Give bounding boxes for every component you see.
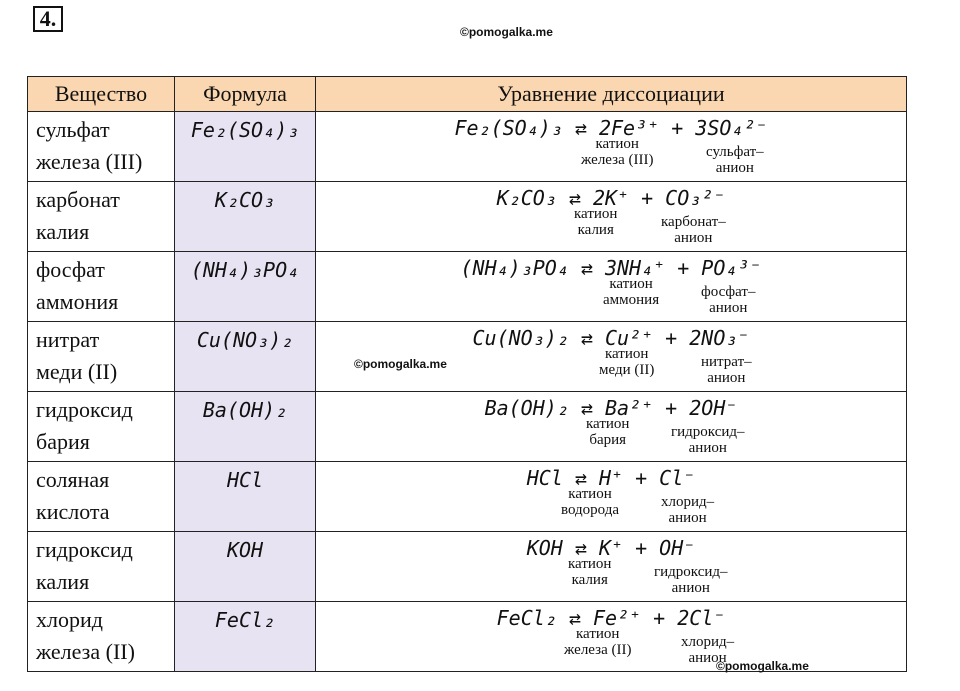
cation-label-line1: катион [574,206,618,222]
anion-label-line1: сульфат– [706,144,764,160]
cation-label-line1: катион [604,346,649,362]
cation-label-line1: катион [576,626,620,642]
anion-label-line2: анион [707,370,746,386]
anion-label-line1: гидроксид– [654,564,728,580]
equation-cell [316,252,907,322]
anion-label [654,564,728,596]
watermark-bottom: ©pomogalka.me [716,659,809,673]
anion-label [671,424,745,456]
substance-line2: бария [36,429,90,454]
substance-cell [28,462,175,532]
equation: (NH₄)₃PO₄ ⇄ 3NH₄⁺ + PO₄³⁻ [460,256,762,280]
cation-label-line1: катион [595,136,639,152]
table-row [28,182,907,252]
anion-label-line1: хлорид– [681,634,735,650]
anion-label [701,284,755,316]
cation-label [581,136,653,168]
substance-cell [28,322,175,392]
formula-cell: Ba(OH)₂ [175,392,316,462]
substance-line2: меди (II) [36,359,118,384]
substance-cell [28,392,175,462]
substance-cell [28,602,175,672]
equation-cell [316,602,907,672]
equation: Cu(NO₃)₂ ⇄ Cu²⁺ + 2NO₃⁻ [472,326,750,350]
cation-label-line2: железа (II) [564,642,632,658]
cation-label [561,486,619,518]
substance-cell [28,532,175,602]
cation-label-line2: калия [571,572,608,588]
task-number: 4. [33,6,63,32]
anion-label [661,494,714,526]
cation-label-line1: катион [586,416,630,432]
substance-line1: сульфат [36,117,110,142]
cation-label-line1: катион [609,276,653,292]
anion-label-line2: анион [668,510,707,526]
cation-label-line1: катион [568,556,612,572]
table-row [28,392,907,462]
header-formula: Формула [175,77,316,112]
cation-label [603,276,659,308]
substance-line2: железа (III) [36,149,143,174]
table-row [28,462,907,532]
substance-cell [28,252,175,322]
formula-cell: KOH [175,532,316,602]
table-row [28,252,907,322]
anion-label [661,214,726,246]
equation-cell [316,532,907,602]
equation: K₂CO₃ ⇄ 2K⁺ + CO₃²⁻ [496,186,726,210]
substance-line2: калия [36,219,90,244]
cation-label [564,626,631,658]
cation-label-line2: водорода [561,502,620,518]
substance-cell [28,112,175,182]
substance-line1: хлорид [36,607,103,632]
formula-cell: (NH₄)₃PO₄ [175,252,316,322]
dissociation-table [27,76,907,672]
anion-label-line2: анион [688,650,727,666]
anion-label-line1: гидроксид– [671,424,745,440]
anion-label-line1: карбонат– [661,214,726,230]
substance-line2: калия [36,569,90,594]
equation: KOH ⇄ K⁺ + OH⁻ [526,536,696,560]
cation-label [586,416,629,448]
cation-label-line2: бария [589,432,627,448]
substance-line1: нитрат [36,327,100,352]
anion-label-line2: анион [688,440,727,456]
anion-label-line2: анион [709,300,748,316]
header-substance: Вещество [28,77,175,112]
formula-cell: K₂CO₃ [175,182,316,252]
anion-label-line2: анион [671,580,710,596]
anion-label [701,354,752,386]
anion-label-line1: нитрат– [701,354,752,370]
anion-label [706,144,764,176]
formula-cell: Fe₂(SO₄)₃ [175,112,316,182]
substance-line1: соляная [36,467,110,492]
cation-label [599,346,654,378]
table-row [28,322,907,392]
formula-cell: HCl [175,462,316,532]
substance-line2: кислота [36,499,110,524]
substance-line1: гидроксид [36,537,133,562]
header-row [28,77,907,112]
substance-line2: аммония [36,289,119,314]
equation: FeCl₂ ⇄ Fe²⁺ + 2Cl⁻ [496,606,726,630]
substance-line1: гидроксид [36,397,133,422]
table-row [28,532,907,602]
equation-cell [316,462,907,532]
formula-cell: FeCl₂ [175,602,316,672]
equation: Ba(OH)₂ ⇄ Ba²⁺ + 2OH⁻ [484,396,738,420]
anion-label-line2: анион [715,160,754,176]
cation-label-line1: катион [568,486,612,502]
formula-cell: Cu(NO₃)₂ [175,322,316,392]
equation: Fe₂(SO₄)₃ ⇄ 2Fe³⁺ + 3SO₄²⁻ [454,116,768,140]
cation-label-line2: аммония [603,292,660,308]
anion-label-line2: анион [674,230,713,246]
cation-label [574,206,617,238]
substance-line2: железа (II) [36,639,135,664]
equation-cell [316,392,907,462]
anion-label-line1: фосфат– [701,284,756,300]
substance-line1: фосфат [36,257,105,282]
equation-cell [316,112,907,182]
cation-label-line2: меди (II) [599,362,655,378]
watermark-middle: ©pomogalka.me [354,357,447,371]
cation-label-line2: калия [577,222,614,238]
anion-label-line1: хлорид– [661,494,715,510]
equation: HCl ⇄ H⁺ + Cl⁻ [526,466,696,490]
header-equation: Уравнение диссоциации [316,77,907,112]
substance-line1: карбонат [36,187,120,212]
cation-label [568,556,611,588]
watermark-top: ©pomogalka.me [460,25,553,39]
cation-label-line2: железа (III) [581,152,654,168]
substance-cell [28,182,175,252]
equation-cell [316,182,907,252]
table-row [28,112,907,182]
